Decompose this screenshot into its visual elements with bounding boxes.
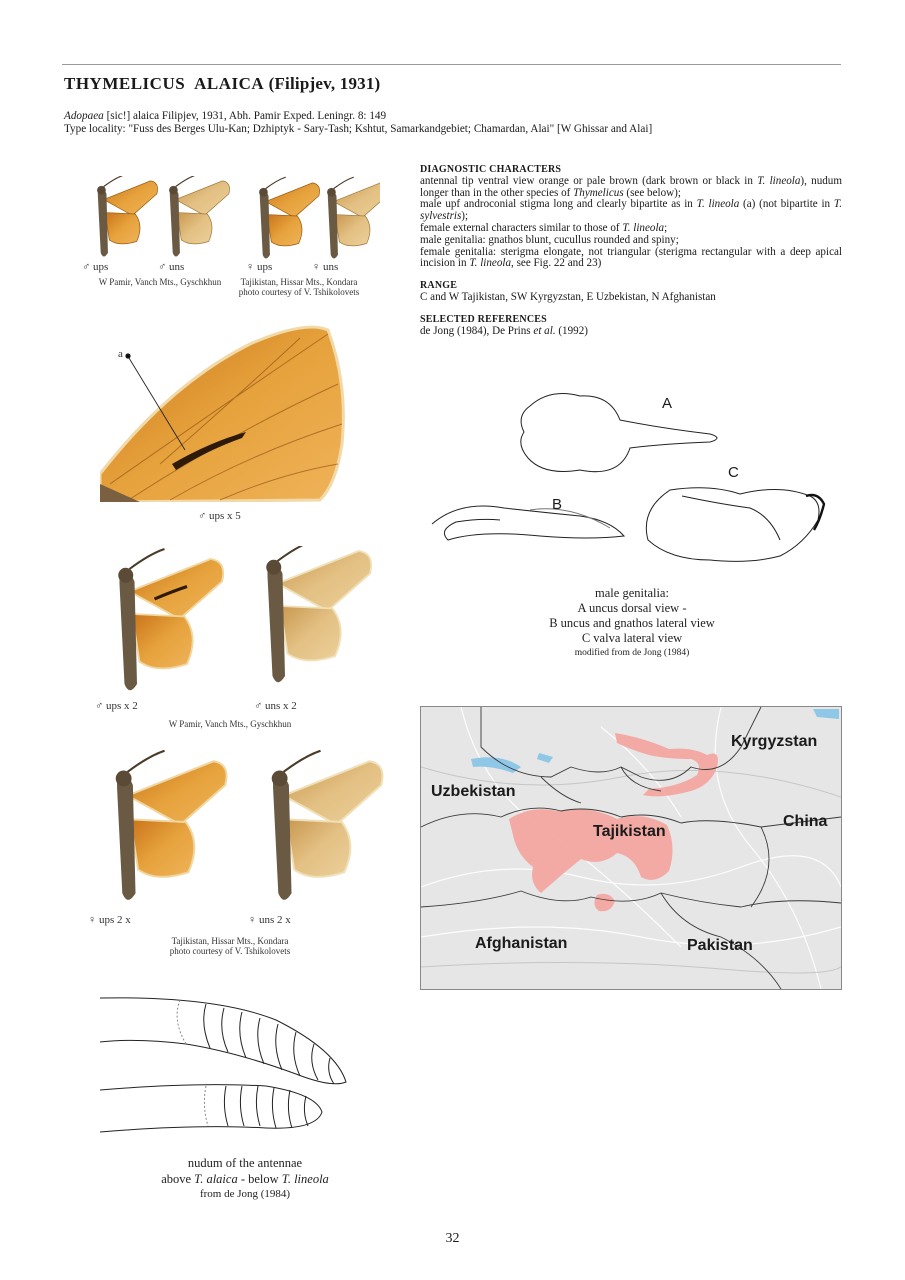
female-pair-photos — [84, 750, 384, 910]
gnathos-lateral — [432, 506, 624, 540]
genitalia-drawing — [420, 380, 844, 580]
female-pair-left-caption: ♀ ups 2 x — [88, 914, 131, 926]
map-label-afghanistan: Afghanistan — [475, 935, 568, 952]
genitalia-caption: male genitalia: A uncus dorsal view - B uncus and gnathos lateral view C valva lateral view modified from de Jong (1984) — [549, 586, 715, 658]
male-ups-large — [118, 549, 223, 690]
top-specimen-photos — [80, 176, 380, 260]
genitalia-label-a: A — [662, 395, 673, 412]
page-title: THYMELICUS ALAICA (Filipjev, 1931) — [64, 74, 381, 93]
male-pair-photos — [88, 546, 378, 694]
diagnostic-line-3: female external characters similar to those of T. lineola; — [420, 221, 668, 234]
top-locality-left: W Pamir, Vanch Mts., Gyschkhun — [98, 277, 222, 287]
male-uns-thumb — [169, 176, 229, 256]
top-label-female-ups: ♀ ups — [246, 261, 273, 273]
male-pair-right-caption: ♂ uns x 2 — [254, 700, 297, 712]
map-label-tajikistan: Tajikistan — [593, 823, 666, 840]
top-label-male-uns: ♂ uns — [158, 261, 185, 273]
valva-lateral — [646, 488, 819, 562]
male-pair-locality: W Pamir, Vanch Mts., Gyschkhun — [168, 719, 292, 729]
female-pair-right-caption: ♀ uns 2 x — [248, 914, 291, 926]
citation-block — [64, 110, 844, 136]
top-label-male-ups: ♂ ups — [82, 261, 109, 273]
distribution-map — [420, 706, 842, 990]
range-text: C and W Tajikistan, SW Kyrgyzstan, E Uzbekistan, N Afghanistan — [420, 290, 716, 303]
genitalia-label-c: C — [728, 464, 739, 481]
uncus-dorsal — [521, 394, 717, 472]
female-pair-locality: Tajikistan, Hissar Mts., Kondara photo courtesy of V. Tshikolovets — [169, 936, 291, 956]
genitalia-label-b: B — [552, 496, 563, 513]
diagnostic-heading: DIAGNOSTIC CHARACTERS — [420, 164, 562, 175]
diagnostic-line-2: male upf androconial stigma long and clearly bipartite as in T. lineola (a) (not bipartite in T. sylvestris); — [420, 198, 842, 223]
female-ups-large — [116, 751, 227, 900]
top-label-female-uns: ♀ uns — [312, 261, 339, 273]
antennae-nudum-drawing — [96, 990, 358, 1150]
page-number: 32 — [445, 1231, 460, 1246]
diagnostic-line-1: antennal tip ventral view orange or pale brown (dark brown or black in T. lineola), nudum longer than in the other species of Thymelicus (see below); — [420, 174, 842, 199]
female-uns-large — [272, 751, 383, 900]
original-citation: Adopaea [sic!] alaica Filipjev, 1931, Abh. Pamir Exped. Leningr. 8: 149 — [64, 110, 387, 122]
type-locality: Type locality: "Fuss des Berges Ulu-Kan; Dzhiptyk - Sary-Tash; Kshtut, Samarkandgebiet; Chamardan, Alai" [W Ghissar and Alai] — [64, 123, 653, 135]
diagnostic-line-4: male genitalia: gnathos blunt, cucullus rounded and spiny; — [420, 233, 679, 246]
stigma-marker-label: a — [118, 348, 123, 360]
female-uns-thumb — [327, 177, 380, 258]
male-uns-large — [266, 546, 371, 682]
top-locality-right: Tajikistan, Hissar Mts., Kondara photo courtesy of V. Tshikolovets — [238, 277, 360, 297]
map-label-kyrgyzstan: Kyrgyzstan — [731, 733, 818, 750]
male-pair-left-caption: ♂ ups x 2 — [95, 700, 138, 712]
wing-closeup-caption: ♂ ups x 5 — [198, 510, 241, 522]
male-ups-thumb — [97, 176, 157, 256]
top-rule — [62, 64, 841, 65]
female-ups-thumb — [259, 177, 319, 258]
references-heading: SELECTED REFERENCES — [420, 313, 547, 325]
references-text: de Jong (1984), De Prins et al. (1992) — [420, 324, 588, 337]
map-label-pakistan: Pakistan — [687, 937, 753, 954]
species-description — [420, 164, 842, 337]
range-heading: RANGE — [420, 280, 458, 292]
diagnostic-line-5: female genitalia: sterigma elongate, not triangular (sterigma rectangular with a deep apical incision in T. lineola, see Fig. 22 and 23) — [420, 245, 842, 270]
nudum-caption: nudum of the antennae above T. alaica - below T. lineola from de Jong (1984) — [161, 1156, 329, 1200]
map-label-uzbekistan: Uzbekistan — [431, 783, 516, 800]
wing-closeup-photo — [100, 324, 348, 502]
map-label-china: China — [783, 813, 828, 830]
